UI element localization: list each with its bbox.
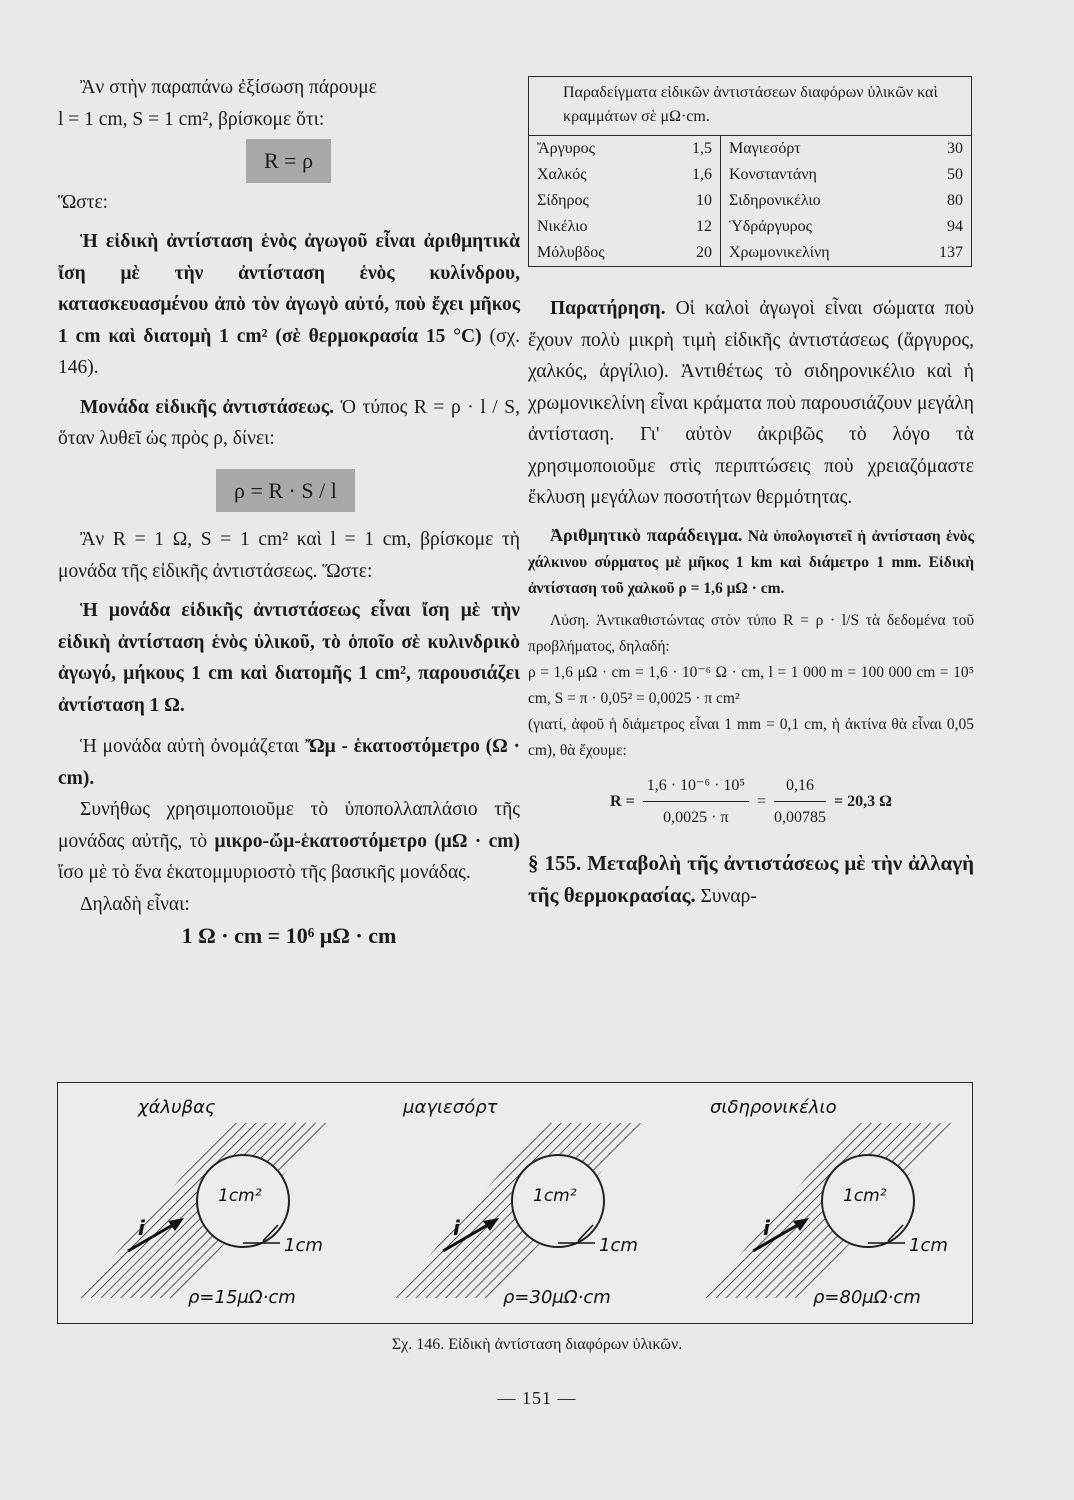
resistivity-value: 94 bbox=[947, 218, 963, 235]
resistivity-value: 30 bbox=[947, 140, 963, 157]
resistivity-value: 80 bbox=[947, 192, 963, 209]
section-number: § 155. bbox=[528, 850, 582, 875]
material-label: μαγιεσόρτ bbox=[403, 1097, 498, 1118]
resistivity-value: 50 bbox=[947, 166, 963, 183]
section-continuation: Συναρ- bbox=[695, 886, 757, 907]
formula-r-equals-rho: R = ρ bbox=[246, 139, 331, 183]
fraction-2 bbox=[774, 770, 826, 834]
fraction-1 bbox=[643, 770, 749, 834]
left-column bbox=[58, 72, 520, 952]
section-title: Μεταβολὴ τῆς ἀντιστάσεως μὲ τὴν ἀλλαγὴ τῆς θερμοκρασίας. bbox=[528, 850, 974, 907]
fraction-2-denominator: 0,00785 bbox=[774, 809, 827, 826]
material-name: Μαγιεσόρτ bbox=[728, 140, 801, 157]
wste-label-1: Ὥστε: bbox=[58, 191, 109, 213]
calc-equals: = bbox=[756, 792, 767, 810]
area-label: 1cm² bbox=[843, 1186, 887, 1206]
length-label: 1cm bbox=[599, 1235, 638, 1256]
material-name: Χαλκός bbox=[537, 166, 587, 183]
figure-146 bbox=[57, 1082, 973, 1324]
resistivity-label: ρ=30μΩ·cm bbox=[503, 1287, 611, 1308]
calc-result: = 20,3 Ω bbox=[834, 792, 892, 810]
material-label: σιδηρονικέλιο bbox=[710, 1097, 837, 1118]
paragraph-4-text: Ἡ μονάδα αὐτὴ ὀνομάζεται bbox=[80, 736, 305, 757]
calculation bbox=[528, 770, 974, 834]
paragraph-5 bbox=[58, 794, 520, 889]
solution-line-1: ρ = 1,6 μΩ · cm = 1,6 · 10⁻⁶ Ω · cm, l = 1 000 m = 100 000 cm = 10⁵ cm, S = π · 0,05² = 0,0025 · π cm² bbox=[528, 663, 974, 707]
definition-1-text: Ἡ εἰδικὴ ἀντίσταση ἑνὸς ἀγωγοῦ εἶναι ἀριθμητικὰ ἴση μὲ τὴν ἀντίσταση ἑνὸς κυλίνδρου, κατασκευασμένου ἀπὸ τὸν ἀγωγὸ αὐτό, ποὺ ἔχει μῆκος 1 cm καὶ διατομὴ 1 cm² (σὲ θερμοκρασία 15 °C) bbox=[58, 231, 520, 347]
right-column bbox=[528, 72, 974, 913]
ohm-centimeter-term: Ὤμ - ἑκατοστόμετρο (Ω · cm). bbox=[58, 736, 520, 789]
definition-2: Ἡ μονάδα εἰδικῆς ἀντιστάσεως εἶναι ἴση μὲ τὴν εἰδικὴ ἀντίσταση ἑνὸς ὑλικοῦ, τὸ ὁποῖο σὲ κυλινδρικὸ ἀγωγό, μήκους 1 cm καὶ διατομῆς 1 cm², παρουσιάζει ἀντίσταση 1 Ω. bbox=[58, 600, 520, 716]
definition-1 bbox=[58, 226, 520, 384]
section-155-heading bbox=[528, 848, 974, 913]
table-row bbox=[529, 188, 971, 214]
solution-paragraph bbox=[528, 608, 974, 660]
paragraph-4 bbox=[58, 731, 520, 794]
material-label: χάλυβας bbox=[138, 1097, 216, 1118]
formula-rho: ρ = R · S / l bbox=[216, 469, 355, 513]
observation-heading: Παρατήρηση. bbox=[550, 298, 666, 319]
fraction-2-numerator: 0,16 bbox=[774, 770, 826, 803]
unit-heading: Μονάδα εἰδικῆς ἀντιστάσεως. bbox=[80, 396, 334, 418]
area-label: 1cm² bbox=[218, 1186, 262, 1206]
paragraph-1b: l = 1 cm, S = 1 cm², βρίσκομε ὅτι: bbox=[58, 108, 325, 130]
resistivity-label: ρ=15μΩ·cm bbox=[188, 1287, 296, 1308]
figure-panel bbox=[703, 1097, 953, 1308]
figure-panel bbox=[78, 1097, 328, 1308]
length-label: 1cm bbox=[909, 1235, 948, 1256]
material-name: Σιδηρονικέλιο bbox=[728, 192, 821, 209]
table-row bbox=[529, 162, 971, 188]
unit-text: Ὁ τύπος R = ρ · l / S, ὅταν λυθεῖ ὡς πρὸς ρ, δίνει: bbox=[58, 396, 520, 449]
paragraph-5-text-a: Συνήθως χρησιμοποιοῦμε τὸ ὑποπολλαπλάσιο τῆς μονάδας αὐτῆς, τὸ bbox=[58, 799, 520, 852]
table-row bbox=[529, 240, 971, 266]
material-name: Κονσταντάνη bbox=[728, 166, 817, 183]
table-body bbox=[529, 136, 971, 266]
figure-caption: Σχ. 146. Εἰδικὴ ἀντίσταση διαφόρων ὑλικῶν. bbox=[391, 1336, 683, 1353]
length-label: 1cm bbox=[284, 1235, 323, 1256]
table-caption: Παραδείγματα εἰδικῶν ἀντιστάσεων διαφόρων ὑλικῶν καὶ κραμμάτων σὲ μΩ·cm. bbox=[529, 77, 971, 136]
solution-text: Ἀντικαθιστώντας στὸν τύπο R = ρ · l/S τὰ δεδομένα τοῦ προβλήματος, δηλαδή: bbox=[528, 611, 974, 655]
resistivity-value: 1,5 bbox=[662, 136, 720, 162]
paragraph-1a: Ἂν στὴν παραπάνω ἐξίσωση πάρουμε bbox=[80, 77, 377, 98]
example-paragraph bbox=[528, 522, 974, 602]
table-row bbox=[529, 136, 971, 162]
resistivity-table bbox=[528, 76, 972, 267]
page-number: — 151 — bbox=[497, 1388, 577, 1408]
micro-ohm-centimeter-term: μικρο-ὤμ-ἑκατοστόμετρο (μΩ · cm) bbox=[214, 830, 521, 852]
figure-panel bbox=[393, 1097, 643, 1308]
unit-paragraph bbox=[58, 392, 520, 455]
solution-heading: Λύση. bbox=[550, 611, 590, 629]
observation-paragraph bbox=[528, 293, 974, 514]
current-label: i bbox=[138, 1216, 145, 1240]
current-label: i bbox=[763, 1216, 770, 1240]
material-name: Χρωμονικελίνη bbox=[728, 244, 830, 261]
resistivity-value: 20 bbox=[662, 240, 720, 266]
observation-text: Οἱ καλοὶ ἀγωγοὶ εἶναι σώματα ποὺ ἔχουν πολὺ μικρὴ τιμὴ εἰδικῆς ἀντιστάσεως (ἄργυρος, χαλκός, ἀργίλιο). Ἀντιθέτως τὸ σιδηρονικέλιο καὶ ἡ χρωμονικελίνη εἶναι κράματα ποὺ παρουσιάζουν μεγάλη ἀντίσταση. Γι' αὐτὸν ἀκριβῶς τὸ λόγο τὰ χρησιμοποιοῦμε στὶς περιπτώσεις ποὺ χρειαζόμαστε ἔκλυση μεγάλων ποσοτήτων θερμότητας. bbox=[528, 298, 974, 508]
current-label: i bbox=[453, 1216, 460, 1240]
example-heading: Ἀριθμητικὸ παράδειγμα. bbox=[550, 524, 743, 545]
material-name: Νικέλιο bbox=[537, 218, 588, 235]
solution-line-2: (γιατί, ἀφοῦ ἡ διάμετρος εἶναι 1 mm = 0,1 cm, ἡ ἀκτίνα θὰ εἶναι 0,05 cm), θὰ ἔχουμε: bbox=[528, 715, 974, 759]
fraction-1-denominator: 0,0025 · π bbox=[663, 809, 729, 826]
table-row bbox=[529, 214, 971, 240]
paragraph-5-text-c: ἴσο μὲ τὸ ἕνα ἑκατομμυριοστὸ τῆς βασικῆς μονάδας. bbox=[58, 862, 471, 883]
figure-drawing bbox=[58, 1083, 972, 1323]
resistivity-value: 137 bbox=[939, 244, 963, 261]
definition-1-ref: (σχ. 146). bbox=[58, 325, 520, 378]
formula-unit-conversion: 1 Ω · cm = 10⁶ μΩ · cm bbox=[181, 923, 397, 948]
fraction-1-numerator: 1,6 · 10⁻⁶ · 10⁵ bbox=[643, 770, 749, 803]
paragraph-3: Ἂν R = 1 Ω, S = 1 cm² καὶ l = 1 cm, βρίσκομε τὴ μονάδα τῆς εἰδικῆς ἀντιστάσεως. Ὥστε: bbox=[58, 529, 520, 582]
resistivity-value: 10 bbox=[662, 188, 720, 214]
resistivity-label: ρ=80μΩ·cm bbox=[813, 1287, 921, 1308]
resistivity-value: 1,6 bbox=[662, 162, 720, 188]
material-name: Σίδηρος bbox=[537, 192, 589, 209]
calc-r: R = bbox=[610, 792, 635, 810]
material-name: Μόλυβδος bbox=[537, 244, 605, 261]
paragraph-6: Δηλαδὴ εἶναι: bbox=[80, 893, 190, 915]
resistivity-value: 12 bbox=[662, 214, 720, 240]
material-name: Ὑδράργυρος bbox=[728, 218, 812, 235]
material-name: Ἄργυρος bbox=[537, 140, 595, 157]
area-label: 1cm² bbox=[533, 1186, 577, 1206]
example-text: Νὰ ὑπολογιστεῖ ἡ ἀντίσταση ἑνὸς χάλκινου σύρματος μὲ μῆκος 1 km καὶ διάμετρο 1 mm. Εἰδικὴ ἀντίσταση τοῦ χαλκοῦ ρ = 1,6 μΩ · cm. bbox=[528, 527, 974, 597]
